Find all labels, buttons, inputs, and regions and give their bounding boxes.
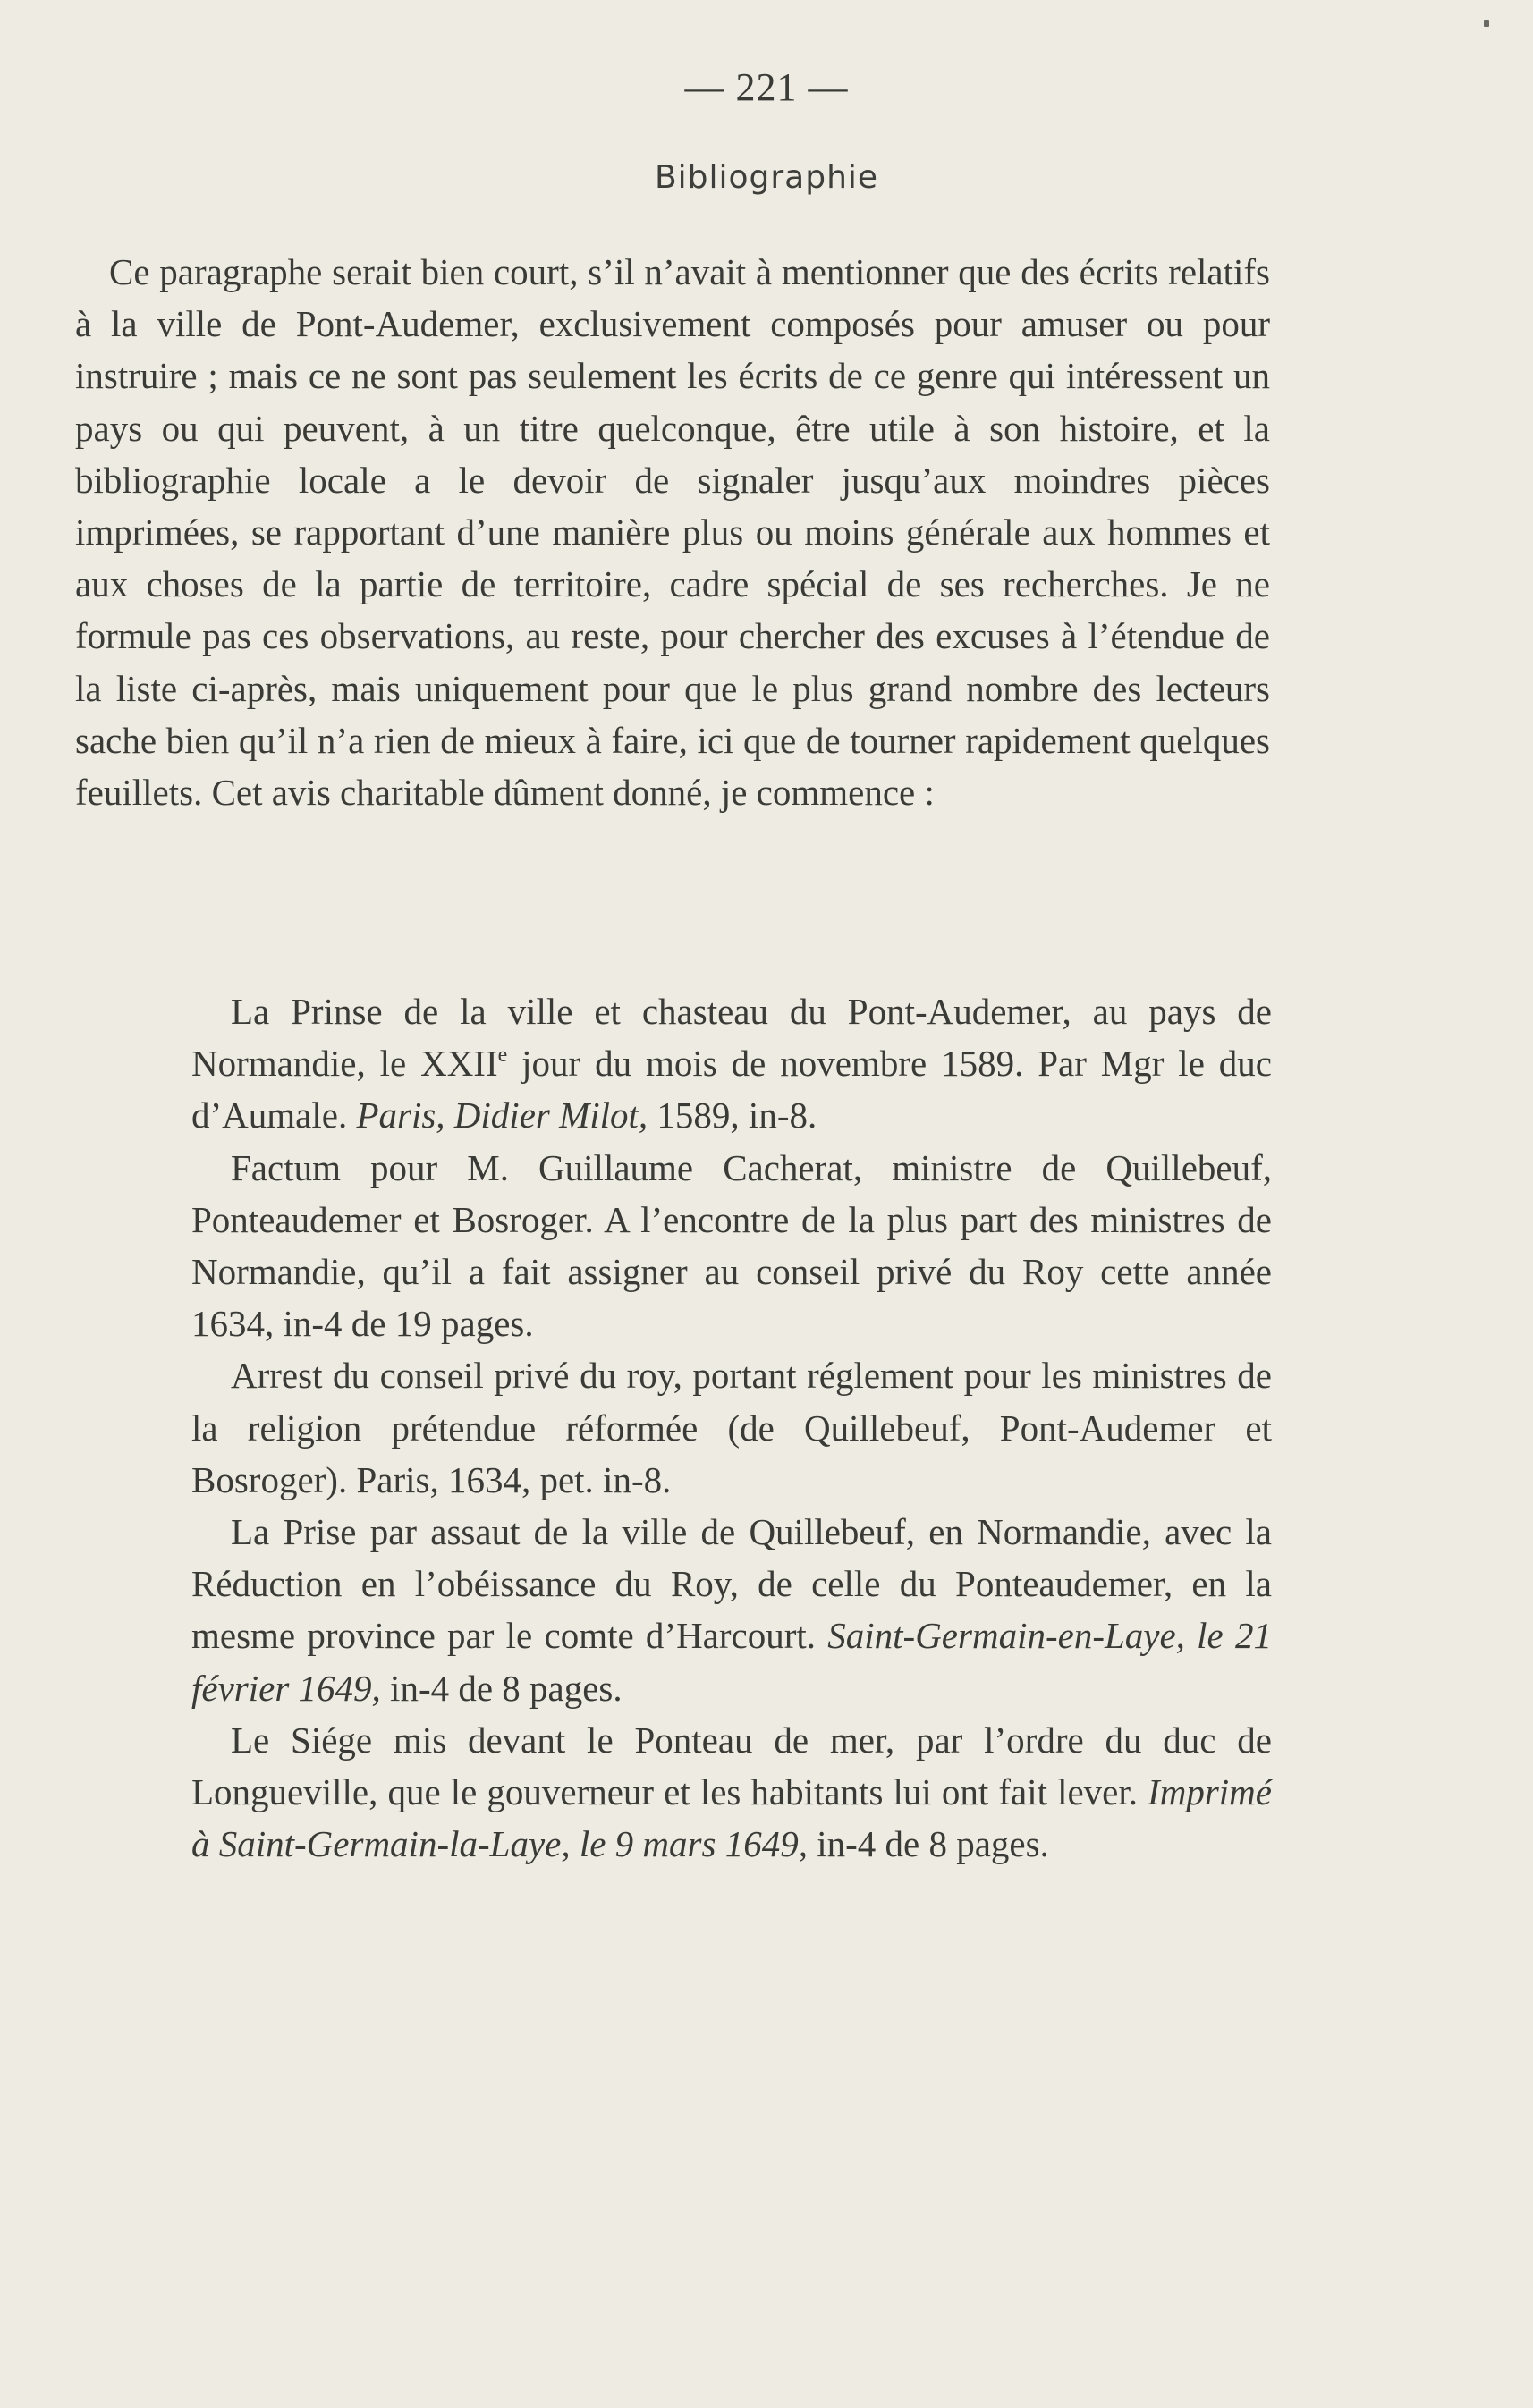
bibliography-entry xyxy=(191,1714,1272,1871)
entry-text: Arrest du conseil privé du roy, portant réglement pour les ministres de la religion prétendue réformée (de Quillebeuf, Pont-Audemer et Bosroger). Paris, 1634, pet. in-8. xyxy=(191,1355,1272,1500)
entry-text: in-4 de 8 pages. xyxy=(380,1667,623,1709)
bibliography-entry xyxy=(191,985,1272,1142)
entry-text: jour du mois de novembre 1589. Par Mgr le duc d’Aumale. xyxy=(191,1043,1272,1136)
entry-imprint: Saint-Germain-en-Laye, le 21 février 1649, xyxy=(191,1615,1272,1709)
bibliography-entry xyxy=(191,1506,1272,1714)
entry-imprint: Imprimé à Saint-Germain-la-Laye, le 9 mars 1649, xyxy=(191,1771,1272,1865)
bibliography-entry xyxy=(191,1142,1272,1350)
entry-text: Factum pour M. Guillaume Cacherat, ministre de Quillebeuf, Ponteaudemer et Bosroger. A l’encontre de la plus part des ministres de Normandie, qu’il a fait assigner au conseil privé du Roy cette année 1634, in-4 de 19 pages. xyxy=(191,1146,1272,1345)
entry-text: 1589, in-8. xyxy=(648,1094,817,1136)
entry-text: in-4 de 8 pages. xyxy=(807,1823,1049,1865)
bibliography-entry xyxy=(191,1349,1272,1506)
entry-imprint: Paris, Didier Milot, xyxy=(356,1094,648,1136)
bibliography-list xyxy=(191,985,1272,1870)
entry-text: La Prise par assaut de la ville de Quillebeuf, en Normandie, avec la Réduction en l’obéissance du Roy, de celle du Ponteaudemer, en la mesme province par le comte d’Harcourt. xyxy=(191,1511,1272,1657)
page-number: — 221 — xyxy=(684,65,849,109)
entry-text: La Prinse de la ville et chasteau du Pont-Audemer, au pays de Normandie, le XXII xyxy=(191,991,1272,1085)
section-heading: Bibliographie xyxy=(654,159,879,196)
intro-text: Ce paragraphe serait bien court, s’il n’avait à mentionner que des écrits relatifs à la ville de Pont-Audemer, exclusivement composés pour amuser ou pour instruire ; mais ce ne sont pas seulement les écrits de ce genre qui intéressent un pays ou qui peuvent, à un titre quelconque, être utile à son histoire, et la bibliographie locale a le devoir de signaler jusqu’aux moindres pièces imprimées, se rapportant d’une manière plus ou moins générale aux hommes et aux choses de la partie de territoire, cadre spécial de ses recherches. Je ne formule pas ces observations, au reste, pour chercher des excuses à l’étendue de la liste ci-après, mais uniquement pour que le plus grand nombre des lecteurs sache bien qu’il n’a rien de mieux à faire, ici que de tourner rapidement quelques feuillets. Cet avis charitable dûment donné, je commence : xyxy=(75,251,1270,814)
entry-text: Le Siége mis devant le Ponteau de mer, par l’ordre du duc de Longueville, que le gouverneur et les habitants lui ont fait lever. xyxy=(191,1719,1272,1813)
corner-speck xyxy=(1484,20,1489,27)
intro-paragraph xyxy=(75,246,1270,818)
entry-superscript: e xyxy=(497,1043,508,1068)
